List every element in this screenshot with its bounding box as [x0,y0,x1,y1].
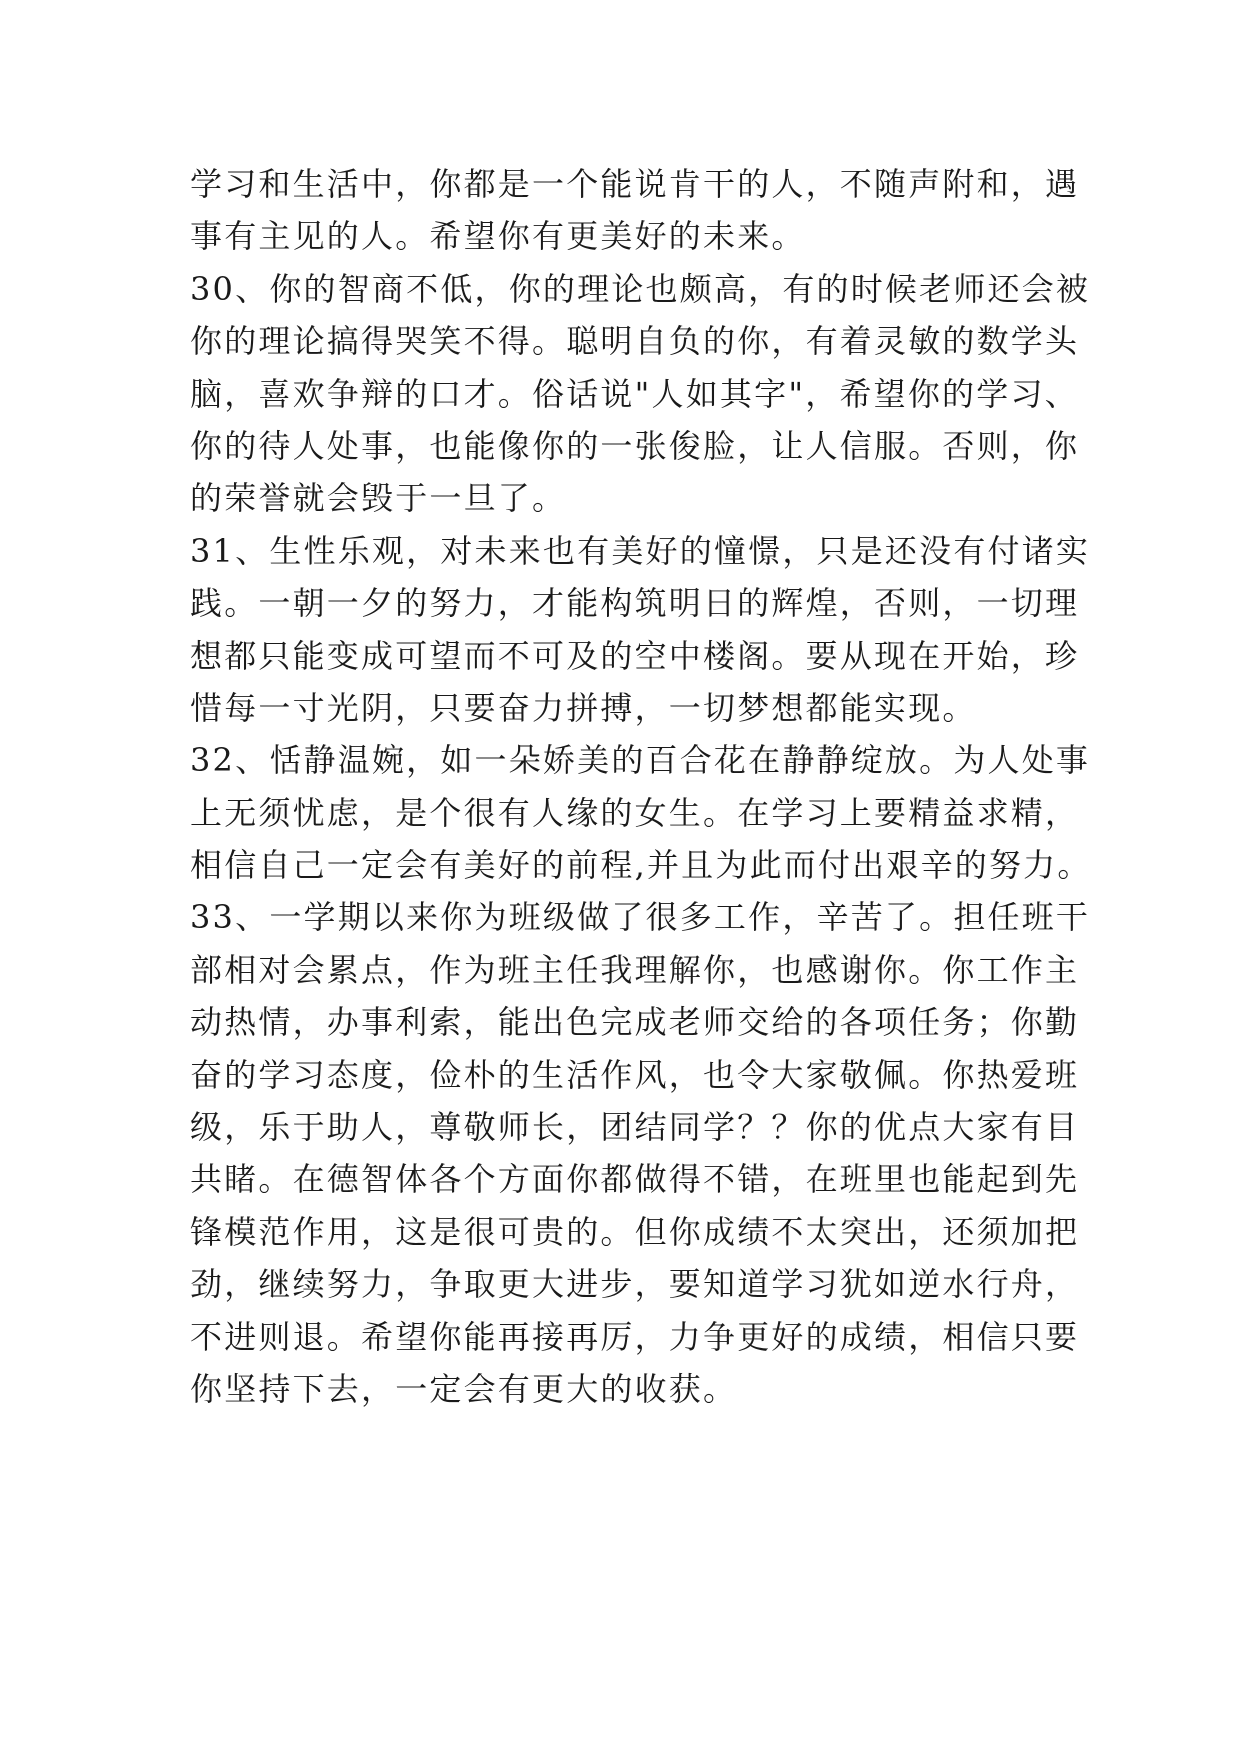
text-line: 你的待人处事，也能像你的一张俊脸，让人信服。否则，你 [190,426,1080,465]
text-line: 30、你的智商不低，你的理论也颇高，有的时候老师还会被 [190,269,1091,308]
text-line: 上无须忧虑，是个很有人缘的女生。在学习上要精益求精， [190,793,1080,832]
text-line: 事有主见的人。希望你有更美好的未来。 [190,217,806,256]
text-line: 共睹。在德智体各个方面你都做得不错，在班里也能起到先 [190,1160,1080,1199]
text-line: 动热情，办事利索，能出色完成老师交给的各项任务；你勤 [190,1003,1080,1042]
text-line: 劲，继续努力，争取更大进步，要知道学习犹如逆水行舟， [190,1265,1080,1304]
text-line: 奋的学习态度，俭朴的生活作风，也令大家敬佩。你热爱班 [190,1055,1080,1094]
text-line: 级，乐于助人，尊敬师长，团结同学？？你的优点大家有目 [190,1108,1080,1147]
text-line: 31、生性乐观，对未来也有美好的憧憬，只是还没有付诸实 [190,531,1091,570]
text-line: 32、恬静温婉，如一朵娇美的百合花在静静绽放。为人处事 [190,741,1091,780]
text-line: 锋模范作用，这是很可贵的。但你成绩不太突出，还须加把 [190,1212,1080,1251]
text-line: 践。一朝一夕的努力，才能构筑明日的辉煌，否则，一切理 [190,584,1080,623]
text-line: 你的理论搞得哭笑不得。聪明自负的你，有着灵敏的数学头 [190,322,1080,361]
text-line: 脑，喜欢争辩的口才。俗话说"人如其字"，希望你的学习、 [190,374,1079,413]
document-body-text [190,158,1092,1415]
text-line: 部相对会累点，作为班主任我理解你，也感谢你。你工作主 [190,950,1080,989]
text-line: 学习和生活中，你都是一个能说肯干的人，不随声附和，遇 [190,165,1080,203]
text-line: 不进则退。希望你能再接再厉，力争更好的成绩，相信只要 [190,1317,1080,1356]
text-line: 33、一学期以来你为班级做了很多工作，辛苦了。担任班干 [190,898,1091,937]
text-line: 想都只能变成可望而不可及的空中楼阁。要从现在开始，珍 [190,636,1080,675]
text-line: 的荣誉就会毁于一旦了。 [190,479,567,518]
text-line: 相信自己一定会有美好的前程,并且为此而付出艰辛的努力。 [190,846,1092,885]
text-line: 惜每一寸光阴，只要奋力拼搏，一切梦想都能实现。 [190,688,977,727]
text-line: 你坚持下去，一定会有更大的收获。 [190,1369,738,1408]
